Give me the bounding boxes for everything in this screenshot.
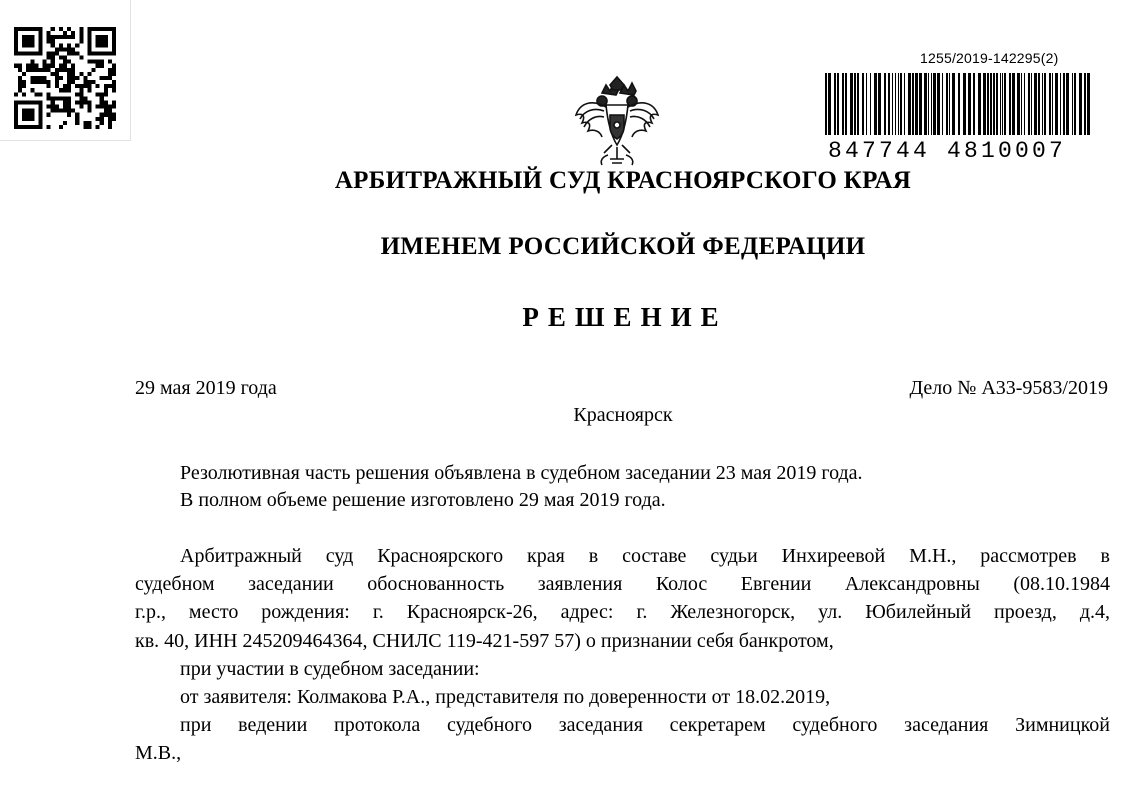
paragraph-line-4: кв. 40, ИНН 245209464364, СНИЛС 119-421-597 57) о признании себя банкротом, <box>135 630 834 652</box>
coat-of-arms-icon <box>572 75 662 167</box>
paragraph-line-1: Арбитражный суд Красноярского края в составе судьи Инхиреевой М.Н., рассмотрев в <box>180 545 1110 567</box>
protocol-line-2: М.В., <box>135 742 182 764</box>
case-code: 1255/2019-142295(2) <box>920 50 1059 66</box>
city: Красноярск <box>573 404 673 426</box>
intro-line-1: Резолютивная часть решения объявлена в судебном заседании 23 мая 2019 года. <box>180 462 863 484</box>
qr-code-icon <box>14 27 116 129</box>
decision-date: 29 мая 2019 года <box>135 377 277 399</box>
case-number: Дело № А33-9583/2019 <box>909 377 1108 399</box>
participation-line: при участии в судебном заседании: <box>180 658 480 680</box>
barcode-digits: 847744 4810007 <box>828 138 1067 164</box>
paragraph-line-3: г.р., место рождения: г. Красноярск-26, адрес: г. Железногорск, ул. Юбилейный проезд, д.4, <box>135 601 1110 623</box>
court-subtitle: ИМЕНЕМ РОССИЙСКОЙ ФЕДЕРАЦИИ <box>380 233 866 260</box>
paragraph-line-2: судебном заседании обоснованность заявления Колос Евгении Александровны (08.10.1984 <box>135 573 1110 595</box>
court-title: АРБИТРАЖНЫЙ СУД КРАСНОЯРСКОГО КРАЯ <box>334 167 912 194</box>
document-type: РЕШЕНИЕ <box>522 302 728 332</box>
barcode-icon <box>823 73 1093 139</box>
intro-line-2: В полном объеме решение изготовлено 29 мая 2019 года. <box>180 489 666 511</box>
protocol-line-1: при ведении протокола судебного заседания секретарем судебного заседания Зимницкой <box>180 714 1110 736</box>
applicant-rep-line: от заявителя: Колмакова Р.А., представителя по доверенности от 18.02.2019, <box>180 686 831 708</box>
